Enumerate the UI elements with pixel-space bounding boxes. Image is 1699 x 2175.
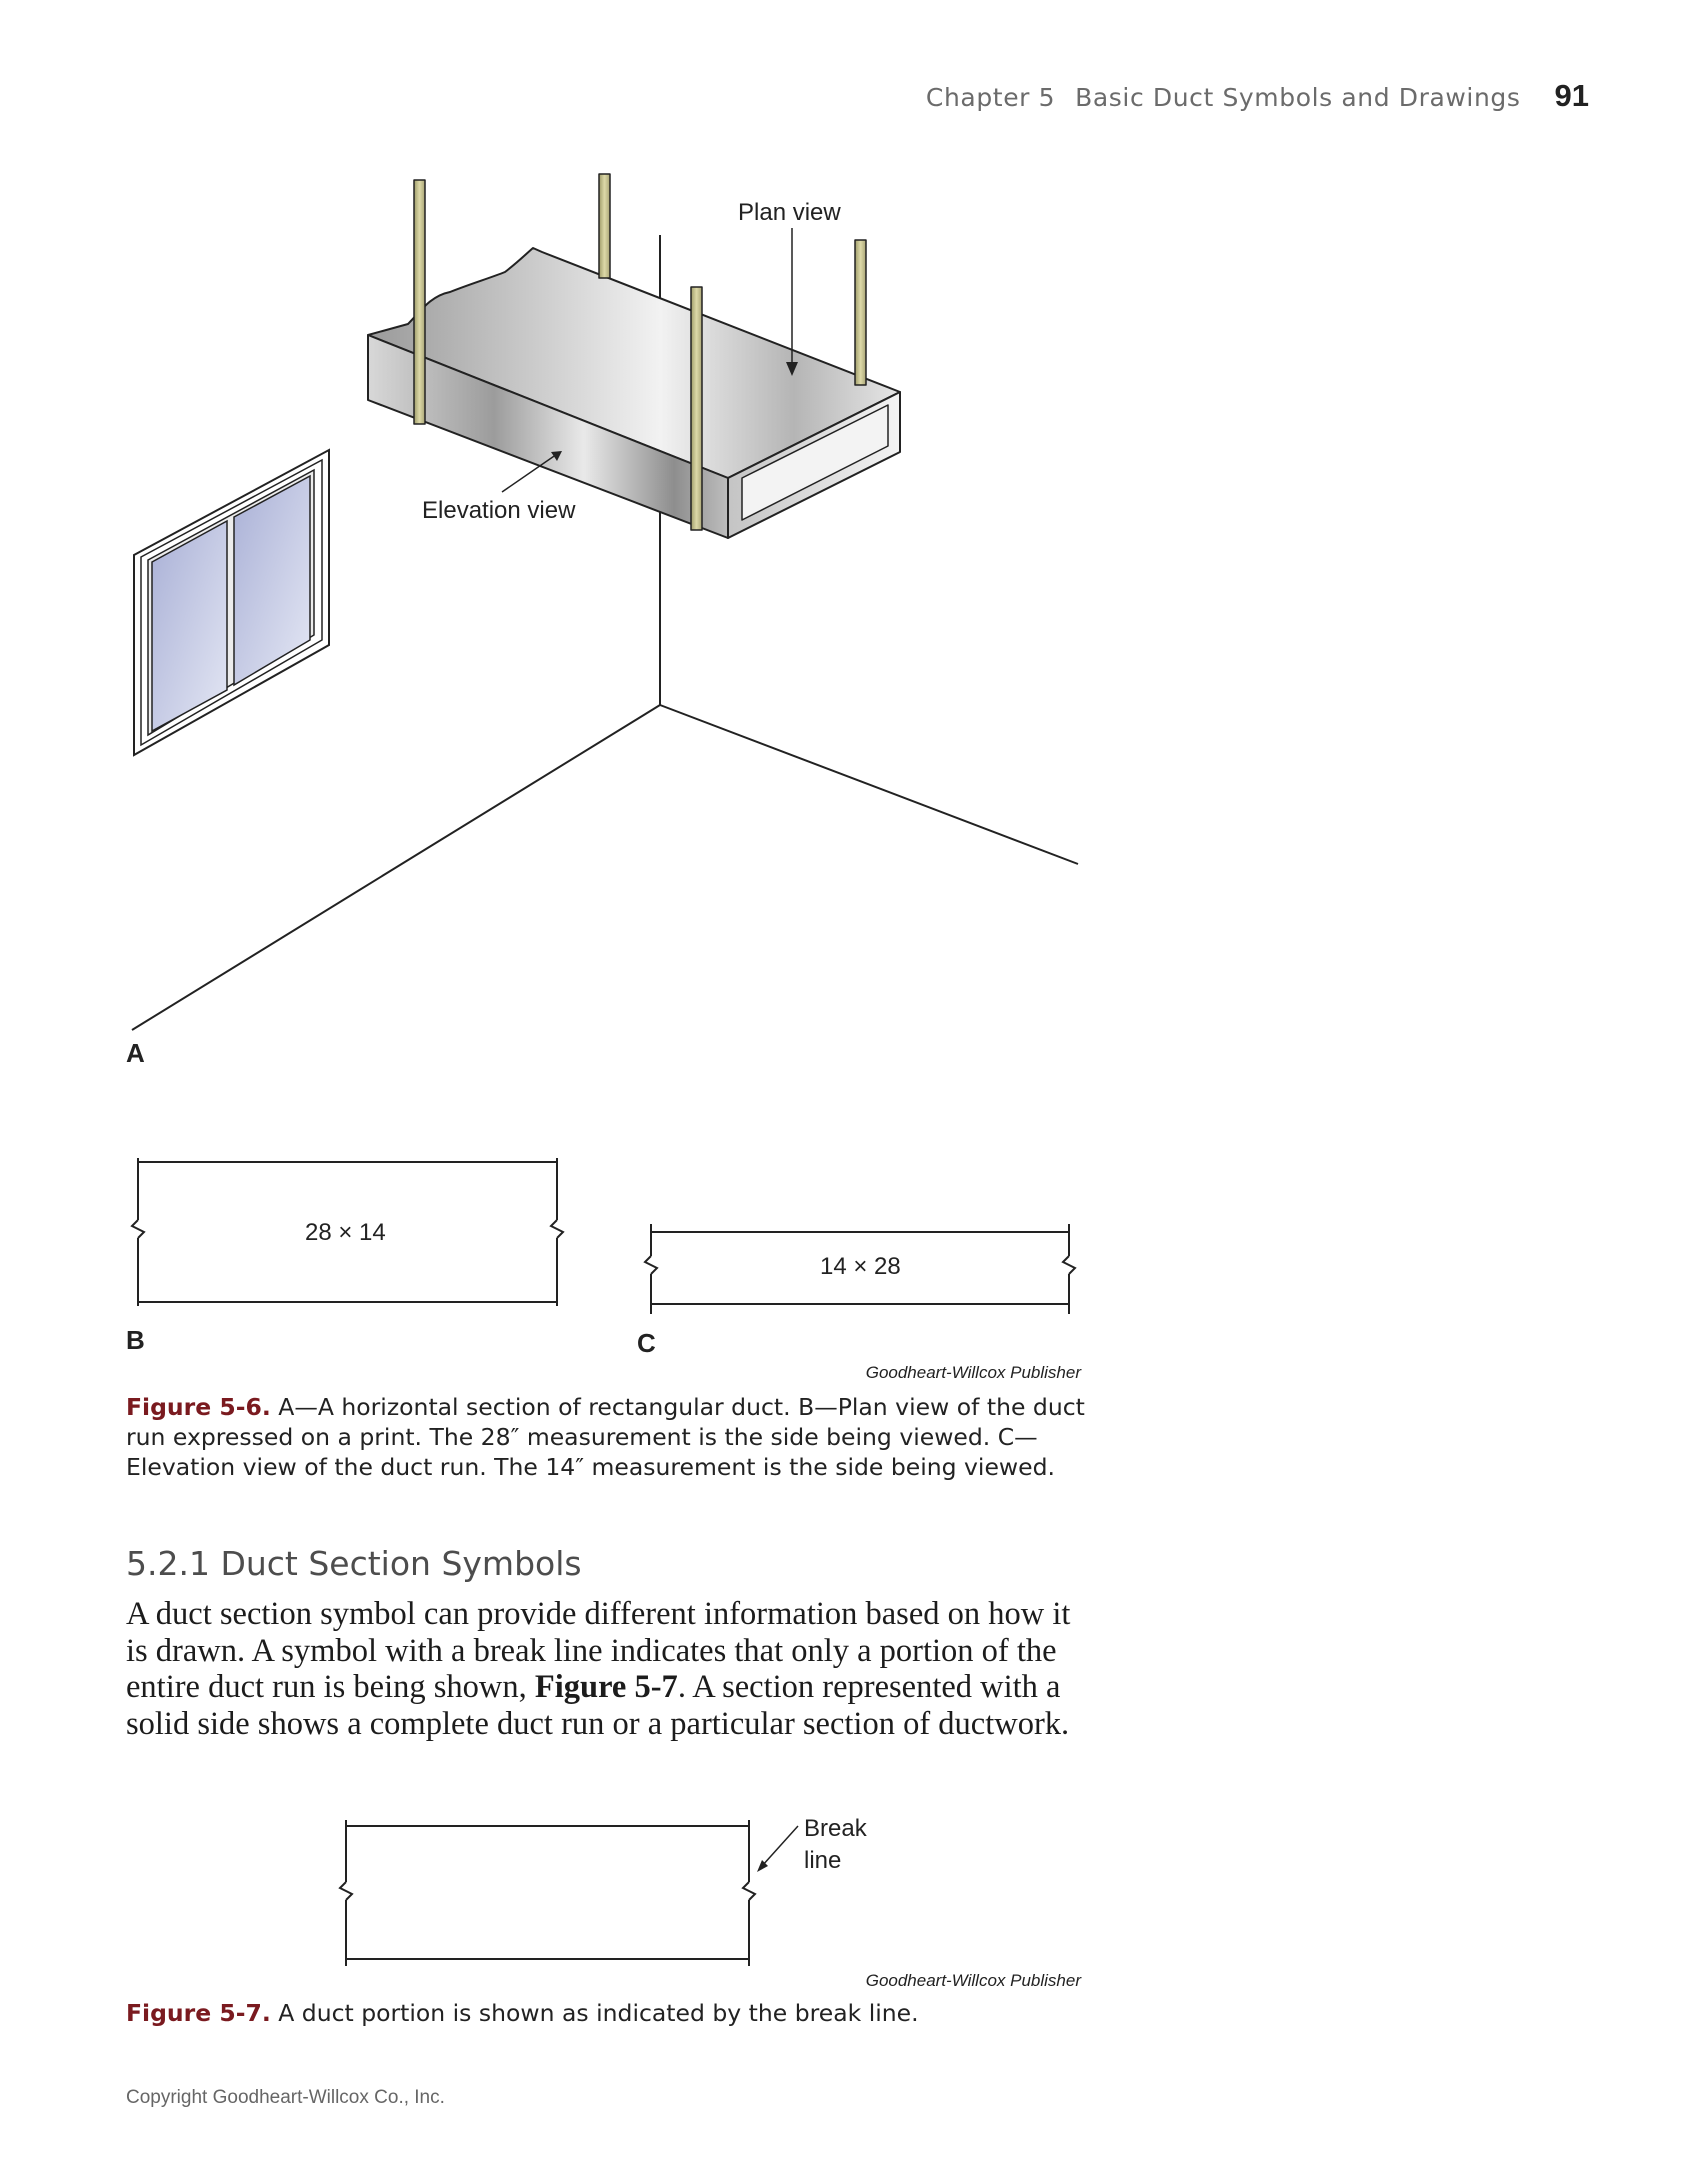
section-heading: 5.2.1 Duct Section Symbols xyxy=(126,1544,582,1583)
figure-5-7-caption xyxy=(126,1998,1086,2028)
callout-elevation-view: Elevation view xyxy=(422,497,576,524)
chapter-label: Chapter 5 xyxy=(925,83,1056,112)
callout-line: line xyxy=(804,1847,842,1874)
chapter-title: Basic Duct Symbols and Drawings xyxy=(1075,83,1521,112)
duct-illustration xyxy=(368,174,900,538)
part-label-b: B xyxy=(126,1325,145,1355)
window-illustration xyxy=(134,450,329,755)
dimension-14x28: 14 × 28 xyxy=(820,1253,901,1280)
figure-5-6-label: Figure 5-6. xyxy=(126,1393,271,1421)
figure-5-7-label: Figure 5-7. xyxy=(126,1999,271,2027)
callout-plan-view: Plan view xyxy=(738,199,841,226)
dimension-28x14: 28 × 14 xyxy=(305,1219,386,1246)
figure-5-6-caption-text: A—A horizontal section of rectangular duct. B—Plan view of the duct run expressed on a print. The 28″ measurement is the side being viewed. C—Elevation view of the duct run. The 14″ measurement is the side being viewed. xyxy=(126,1393,1085,1481)
paragraph-text-2: . A section represented with a solid side shows a complete duct run or a particular section of ductwork. xyxy=(126,1669,1070,1742)
figure-5-6-caption xyxy=(126,1392,1086,1482)
part-label-c: C xyxy=(637,1328,656,1358)
figure-reference: Figure 5-7 xyxy=(534,1669,678,1705)
part-label-a: A xyxy=(126,1038,145,1068)
page-number: 91 xyxy=(1554,78,1589,113)
figure-5-7-credit: Goodheart-Willcox Publisher xyxy=(865,1971,1081,1990)
figure-5-7-caption-text: A duct portion is shown as indicated by the break line. xyxy=(278,1999,919,2027)
paragraph-text-1: A duct section symbol can provide different information based on how it is drawn. A symbol with a break line indicates that only a portion of the entire duct run is being shown, xyxy=(126,1596,1071,1705)
break-line-symbol xyxy=(340,1820,798,1966)
copyright-footer: Copyright Goodheart-Willcox Co., Inc. xyxy=(126,2087,445,2108)
section-paragraph xyxy=(126,1596,1086,1742)
callout-break: Break xyxy=(804,1815,867,1842)
figure-5-6-credit: Goodheart-Willcox Publisher xyxy=(865,1363,1081,1382)
